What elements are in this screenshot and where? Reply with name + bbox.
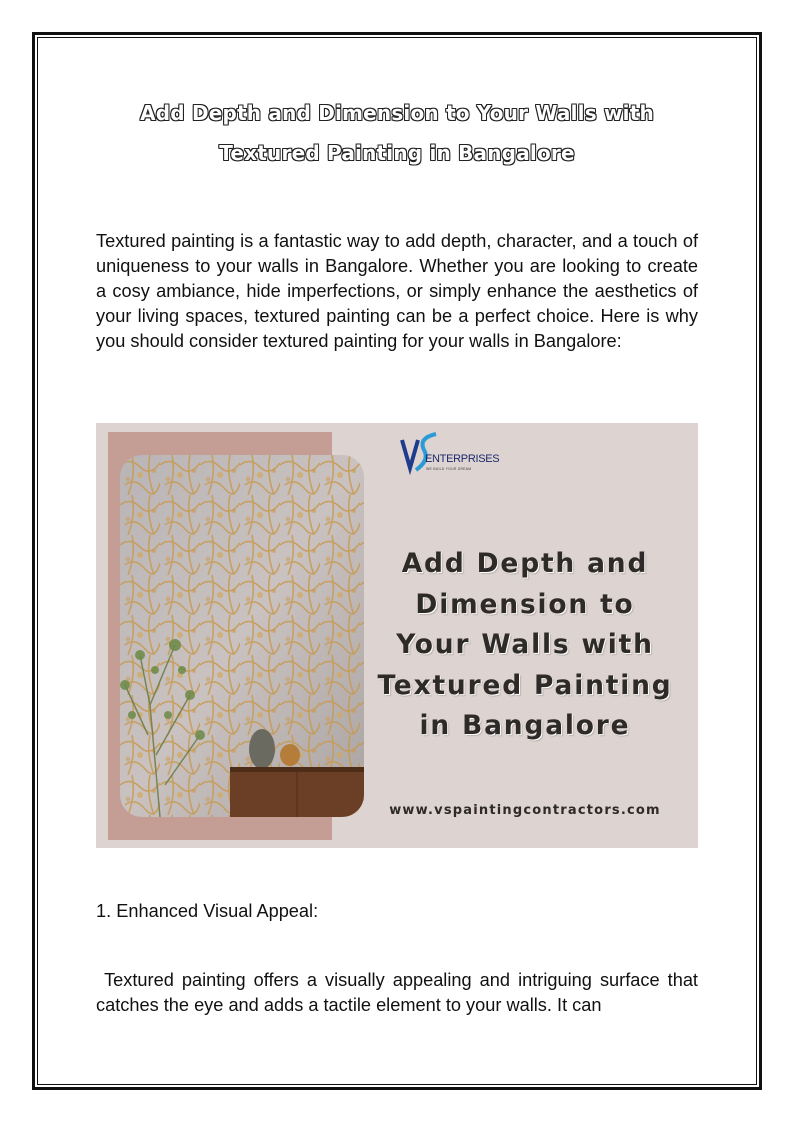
textured-wall-photo: [120, 455, 364, 817]
banner-title-line: in Bangalore: [419, 710, 631, 741]
banner-image: [96, 423, 698, 848]
banner-url: www.vspaintingcontractors.com: [389, 803, 661, 818]
intro-paragraph: Textured painting is a fantastic way to add depth, character, and a touch of uniqueness to your walls in Bangalore. Whether you are looking to create a cosy ambiance, hide imperfections, or simply enhance the aesthetics of your living spaces, textured painting can be a perfect choice. Here is why you should consider textured painting for your walls in Bangalore:: [96, 231, 698, 351]
document-title-line-2: Textured Painting in Bangalore: [219, 141, 575, 165]
section-paragraph: Textured painting offers a visually appealing and intriguing surface that catches the eye and adds a tactile element to your walls. It can: [96, 970, 704, 1015]
section-heading: 1. Enhanced Visual Appeal:: [96, 901, 319, 921]
logo-text: ENTERPRISES: [425, 453, 500, 465]
banner-title-line: Your Walls with: [396, 629, 654, 660]
banner-title-line: Add Depth and: [401, 548, 649, 579]
banner-title: [370, 544, 680, 747]
banner-title-line: Dimension to: [415, 588, 635, 620]
document-title-line-1: Add Depth and Dimension to Your Walls with: [140, 101, 654, 125]
logo-tagline: WE BUILD YOUR DREAM: [426, 467, 472, 471]
banner-title-line: Textured Painting: [377, 669, 673, 701]
